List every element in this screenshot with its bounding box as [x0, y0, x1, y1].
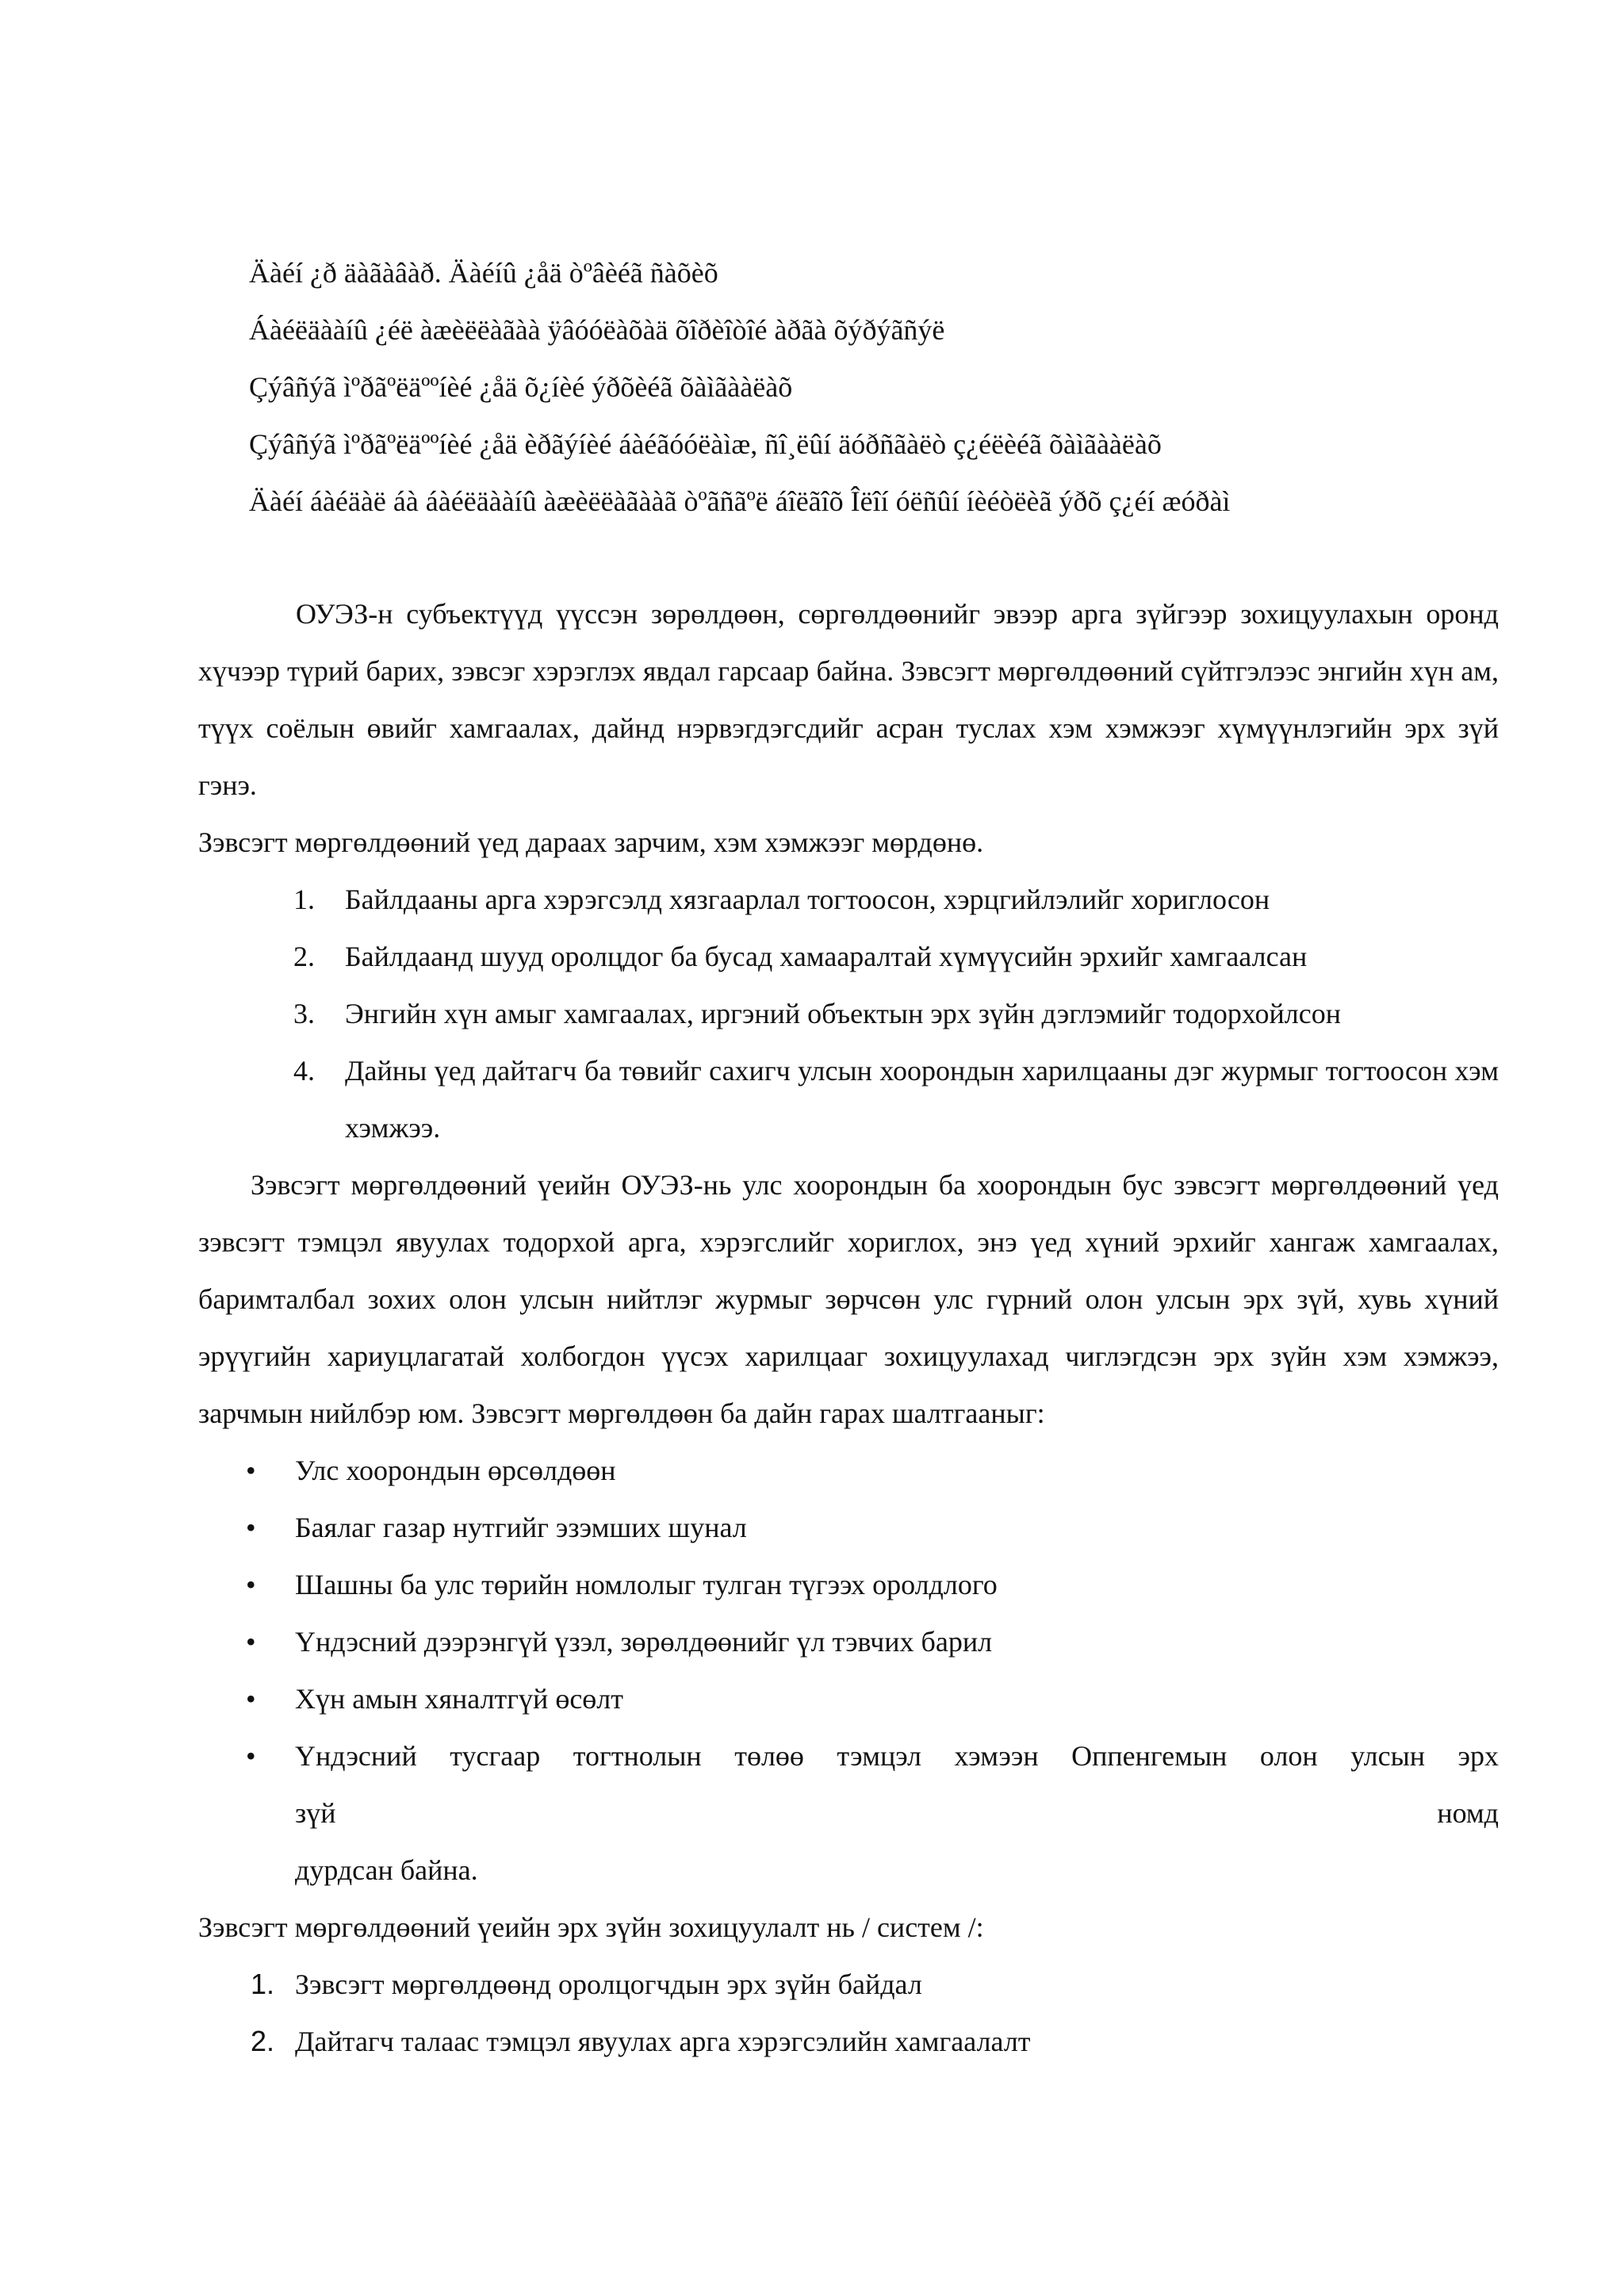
bullet: • [246, 1626, 256, 1658]
list-item-text: Баялаг газар нутгийг эзэмших шунал [295, 1512, 747, 1543]
intro-paragraph: ОУЭЗ-н субъектүүд үүссэн зөрөлдөөн, сөргөлдөөнийг эвээр арга зүйгээр зохицуулахын оронд хүчээр түрий барих, зэвсэг хэрэглэх явдал гарсаар байна. Зэвсэгт мөргөлдөөний сүйтгэлээс энгийн хүн ам, түүх соёлын өвийг хамгаалах, дайнд нэрвэгдэгсдийг асран туслах хэм хэмжээг хүмүүнлэгийн эрх зүй гэнэ. [198, 598, 1499, 801]
list-number: 2. [251, 2025, 275, 2057]
list-number: 4. [293, 1055, 315, 1087]
list-item [198, 985, 1499, 1042]
list-number: 1. [251, 1968, 275, 2000]
regulation-list [198, 1956, 1499, 2070]
list-item [198, 1670, 1499, 1727]
list-item [198, 871, 1499, 928]
list-item [198, 928, 1499, 985]
bullet: • [246, 1740, 256, 1772]
list-item [198, 1556, 1499, 1613]
list-number: 1. [293, 884, 315, 915]
list-number: 3. [293, 998, 315, 1029]
list-item-text: Энгийн хүн амыг хамгаалах, иргэний объектын эрх зүйн дэглэмийг тодорхойлсон [345, 998, 1341, 1029]
list-item-text: Зэвсэгт мөргөлдөөнд оролцогчдын эрх зүйн байдал [295, 1968, 922, 2000]
list-item [198, 1613, 1499, 1670]
bullet: • [246, 1455, 256, 1486]
list-item-text: Дайны үед дайтагч ба төвийг сахигч улсын хоорондын харилцааны дэг журмыг тогтоосон хэм хэмжээ. [345, 1055, 1499, 1144]
garbled-line: Äàéí áàéäàë áà áàéëäààíû àæèëëàãààã òºãñãºë áîëãîõ Îëîí óëñûí íèéòëèã ýðõ ç¿éí æóðàì [249, 485, 1231, 517]
principles-intro: Зэвсэгт мөргөлдөөний үед дараах зарчим, хэм хэмжээг мөрдөнө. [198, 826, 984, 858]
list-item [198, 1442, 1499, 1499]
list-item-text: Байлдаанд шууд оролцдог ба бусад хамааралтай хүмүүсийн эрхийг хамгаалсан [345, 941, 1308, 972]
list-item-text: Хүн амын хяналтгүй өсөлт [295, 1683, 623, 1715]
definition-paragraph: Зэвсэгт мөргөлдөөний үеийн ОУЭЗ-нь улс хоорондын ба хоорондын бус зэвсэгт мөргөлдөөний үед зэвсэгт тэмцэл явуулах тодорхой арга, хэрэгслийг хориглох, энэ үед хүний эрхийг хангаж хамгаалах, баримталбал зохих олон улсын нийтлэг журмыг зөрчсөн улс гүрний олон улсын эрх зүй, хувь хүний эрүүгийн хариуцлагатай холбогдон үүсэх харилцааг зохицуулахад чиглэгдсэн эрх зүйн хэм хэмжээ, зарчмын нийлбэр юм. Зэвсэгт мөргөлдөөн ба дайн гарах шалтгааныг: [198, 1169, 1499, 1429]
bullet: • [246, 1569, 256, 1600]
list-item-text: Байлдааны арга хэрэгсэлд хязгаарлал тогтоосон, хэрцгийлэлийг хориглосон [345, 884, 1270, 915]
list-item-text: зүй номд [295, 1797, 1499, 1829]
list-item [198, 1727, 1499, 1899]
bullet: • [246, 1512, 256, 1543]
list-item [198, 1042, 1499, 1156]
garbled-line: Áàéëäààíû ¿éë àæèëëàãàà ÿâóóëàõàä õîðèîòîé àðãà õýðýãñýë [249, 314, 945, 346]
bullet: • [246, 1683, 256, 1715]
list-item [198, 1956, 1499, 2013]
list-item-text: Үндэсний дээрэнгүй үзэл, зөрөлдөөнийг үл тэвчих барил [295, 1626, 993, 1658]
list-item-text: Шашны ба улс төрийн номлолыг тулган түгээх оролдлого [295, 1569, 998, 1600]
regulation-intro: Зэвсэгт мөргөлдөөний үеийн эрх зүйн зохицуулалт нь / систем /: [198, 1911, 984, 1943]
garbled-line: Çýâñýã ìºðãºëäººíèé ¿åä èðãýíèé áàéãóóëàìæ, ñî¸ëûí äóðñãàëò ç¿éëèéã õàìãààëàõ [249, 428, 1162, 460]
garbled-line: Çýâñýã ìºðãºëäººíèé ¿åä õ¿íèé ýðõèéã õàìãààëàõ [249, 371, 793, 403]
document-body [198, 585, 1499, 2070]
list-item [198, 2013, 1499, 2070]
list-item [198, 1499, 1499, 1556]
garbled-line: Äàéí ¿ð äàãàâàð. Äàéíû ¿åä òºâèéã ñàõèõ [249, 257, 718, 289]
principles-list [198, 871, 1499, 1156]
list-item-text: дурдсан байна. [295, 1854, 478, 1886]
list-item-text: Үндэсний тусгаар тогтнолын төлөө тэмцэл хэмээн Оппенгемын олон улсын эрх [295, 1740, 1499, 1772]
garbled-heading-block [249, 244, 1549, 530]
list-item-text: Улс хоорондын өрсөлдөөн [295, 1455, 616, 1486]
causes-list [198, 1442, 1499, 1899]
list-item-text: Дайтагч талаас тэмцэл явуулах арга хэрэгсэлийн хамгаалалт [295, 2026, 1031, 2057]
list-number: 2. [293, 941, 315, 972]
